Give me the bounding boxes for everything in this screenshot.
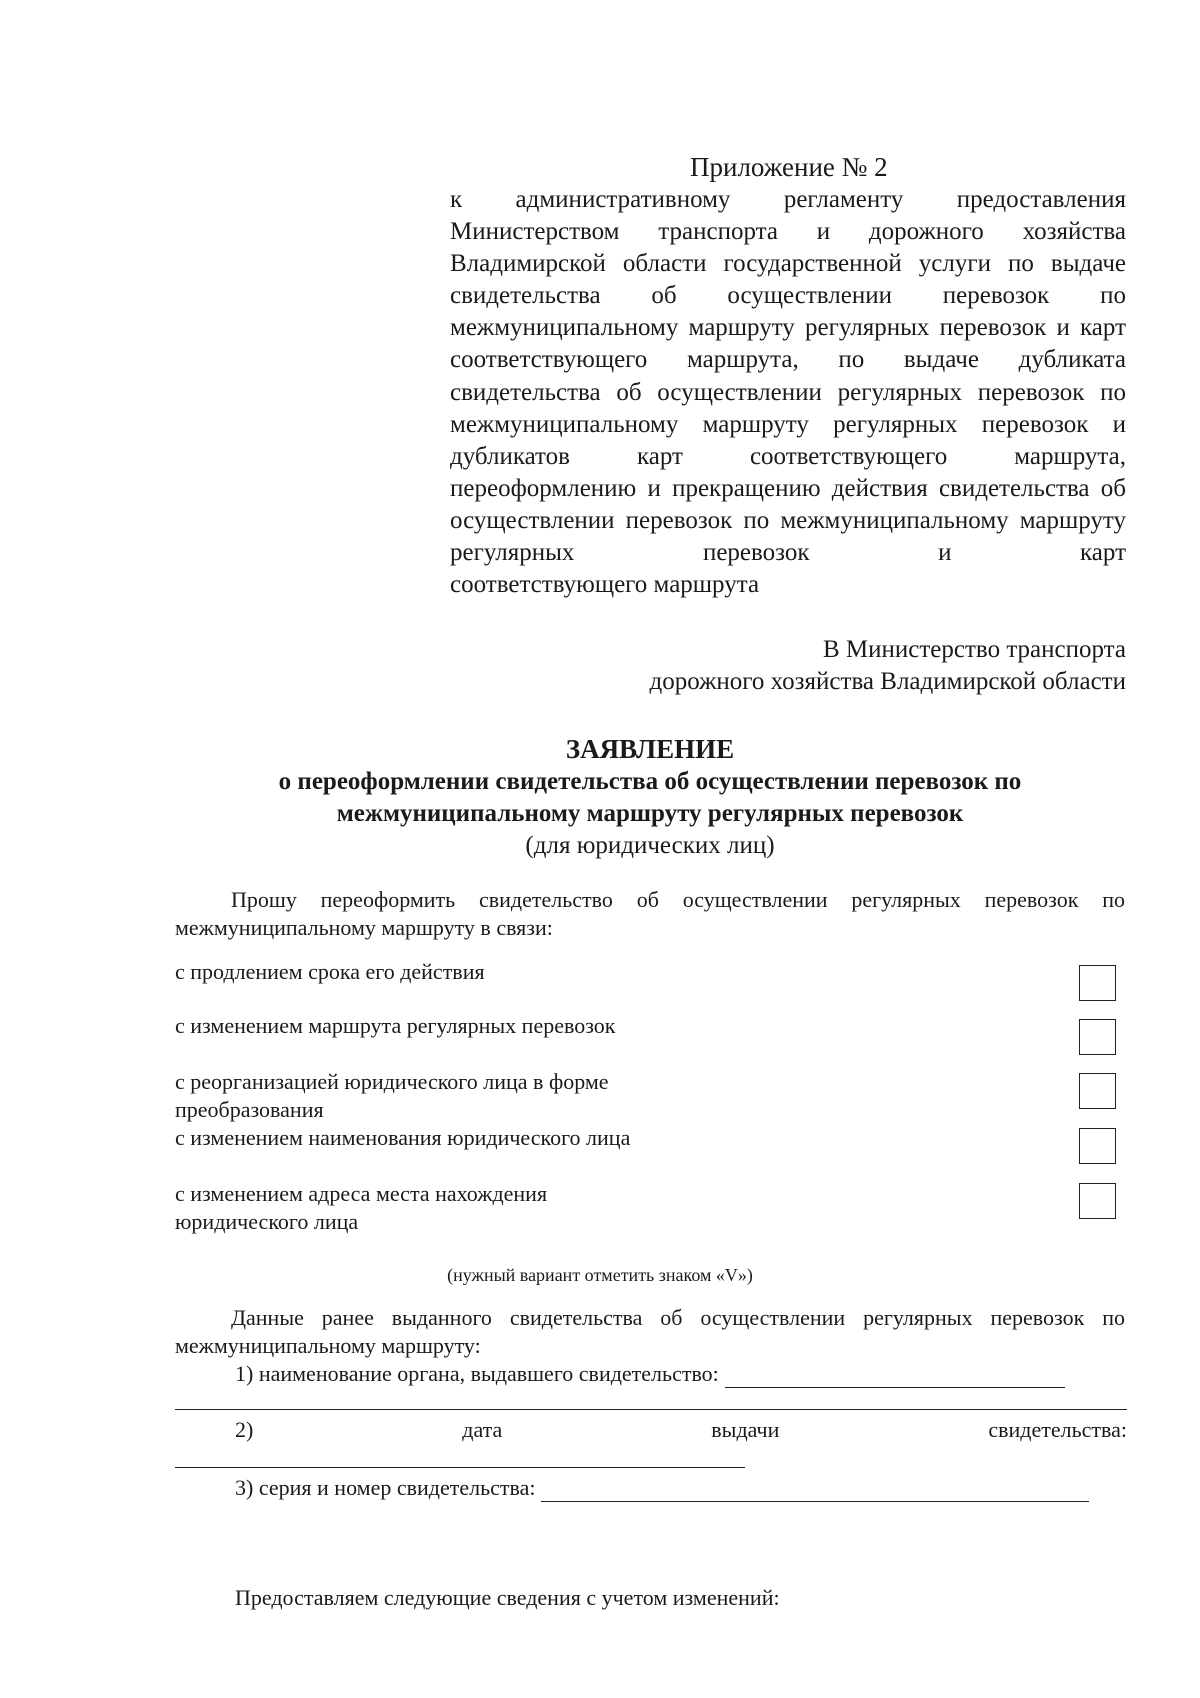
item2-word-issue: выдачи [711, 1417, 780, 1442]
issuing-authority-field-continuation[interactable] [175, 1409, 1127, 1410]
option-reorganization-label: с реорганизацией юридического лица в форме преобразования [175, 1069, 609, 1122]
option-extend-term-label: с продлением срока его действия [175, 959, 485, 984]
selection-hint: (нужный вариант отметить знаком «V») [447, 1265, 753, 1285]
appendix-text-main: к административному регламенту предоставления Министерством транспорта и дорожного хозяйства Владимирской области государственной услуги по выдаче свидетельства об осуществлении перевозок по межмуниципальному маршруту регулярных перевозок и карт соответствующего маршрута, по выдаче дубликата свидетельства об осуществлении регулярных перевозок по межмуниципальному маршруту регулярных перевозок и дубликатов карт соответствующего маршрута, переоформлению и прекращению действия свидетельства об осуществлении перевозок по межмуниципальному маршруту регулярных перевозок и карт [450, 186, 1126, 567]
appendix-text [450, 184, 1126, 601]
previous-certificate-intro: Данные ранее выданного свидетельства об осуществлении регулярных перевозок по межмуниципальному маршруту: [175, 1305, 1125, 1358]
statement-heading: ЗАЯВЛЕНИЕ [565, 734, 735, 764]
appendix-title: Приложение № 2 [690, 152, 888, 182]
item1-row [235, 1360, 1065, 1388]
statement-subject-line-1: о переоформлении свидетельства об осуществлении перевозок по [278, 768, 1022, 795]
statement-subject-line-2: межмуниципальному маршруту регулярных перевозок [336, 800, 964, 827]
option-route-change-label: с изменением маршрута регулярных перевозок [175, 1013, 616, 1038]
option-reorganization-checkbox[interactable] [1079, 1073, 1116, 1109]
item2-word-certificate: свидетельства: [988, 1417, 1127, 1442]
addressee [566, 634, 1126, 698]
item3-row [235, 1474, 1089, 1502]
request-text: Прошу переоформить свидетельство об осуществлении регулярных перевозок по межмуниципальному маршруту в связи: [175, 887, 1125, 940]
option-name-change-label: с изменением наименования юридического лица [175, 1125, 631, 1150]
item1-label: 1) наименование органа, выдавшего свидетельство: [235, 1361, 719, 1386]
addressee-line-1: В Министерство транспорта [823, 636, 1126, 663]
item2-row [235, 1416, 1127, 1444]
issue-date-field[interactable] [175, 1467, 745, 1468]
item3-label: 3) серия и номер свидетельства: [235, 1475, 536, 1500]
addressee-line-2: дорожного хозяйства Владимирской области [649, 668, 1126, 695]
item2-word-date: дата [462, 1417, 503, 1442]
provide-info-text: Предоставляем следующие сведения с учетом изменений: [235, 1585, 780, 1610]
option-address-change-checkbox[interactable] [1079, 1183, 1116, 1219]
issuing-authority-field[interactable] [725, 1365, 1065, 1388]
statement-title-block [150, 732, 1150, 862]
statement-subnote: (для юридических лиц) [525, 832, 775, 859]
option-extend-term-checkbox[interactable] [1079, 965, 1116, 1001]
appendix-text-last: соответствующего маршрута [450, 571, 760, 599]
series-number-field[interactable] [541, 1479, 1089, 1502]
option-name-change-checkbox[interactable] [1079, 1128, 1116, 1164]
option-address-change-label: с изменением адреса места нахождения юридического лица [175, 1181, 548, 1234]
option-route-change-checkbox[interactable] [1079, 1019, 1116, 1055]
item2-number: 2) [235, 1417, 254, 1442]
